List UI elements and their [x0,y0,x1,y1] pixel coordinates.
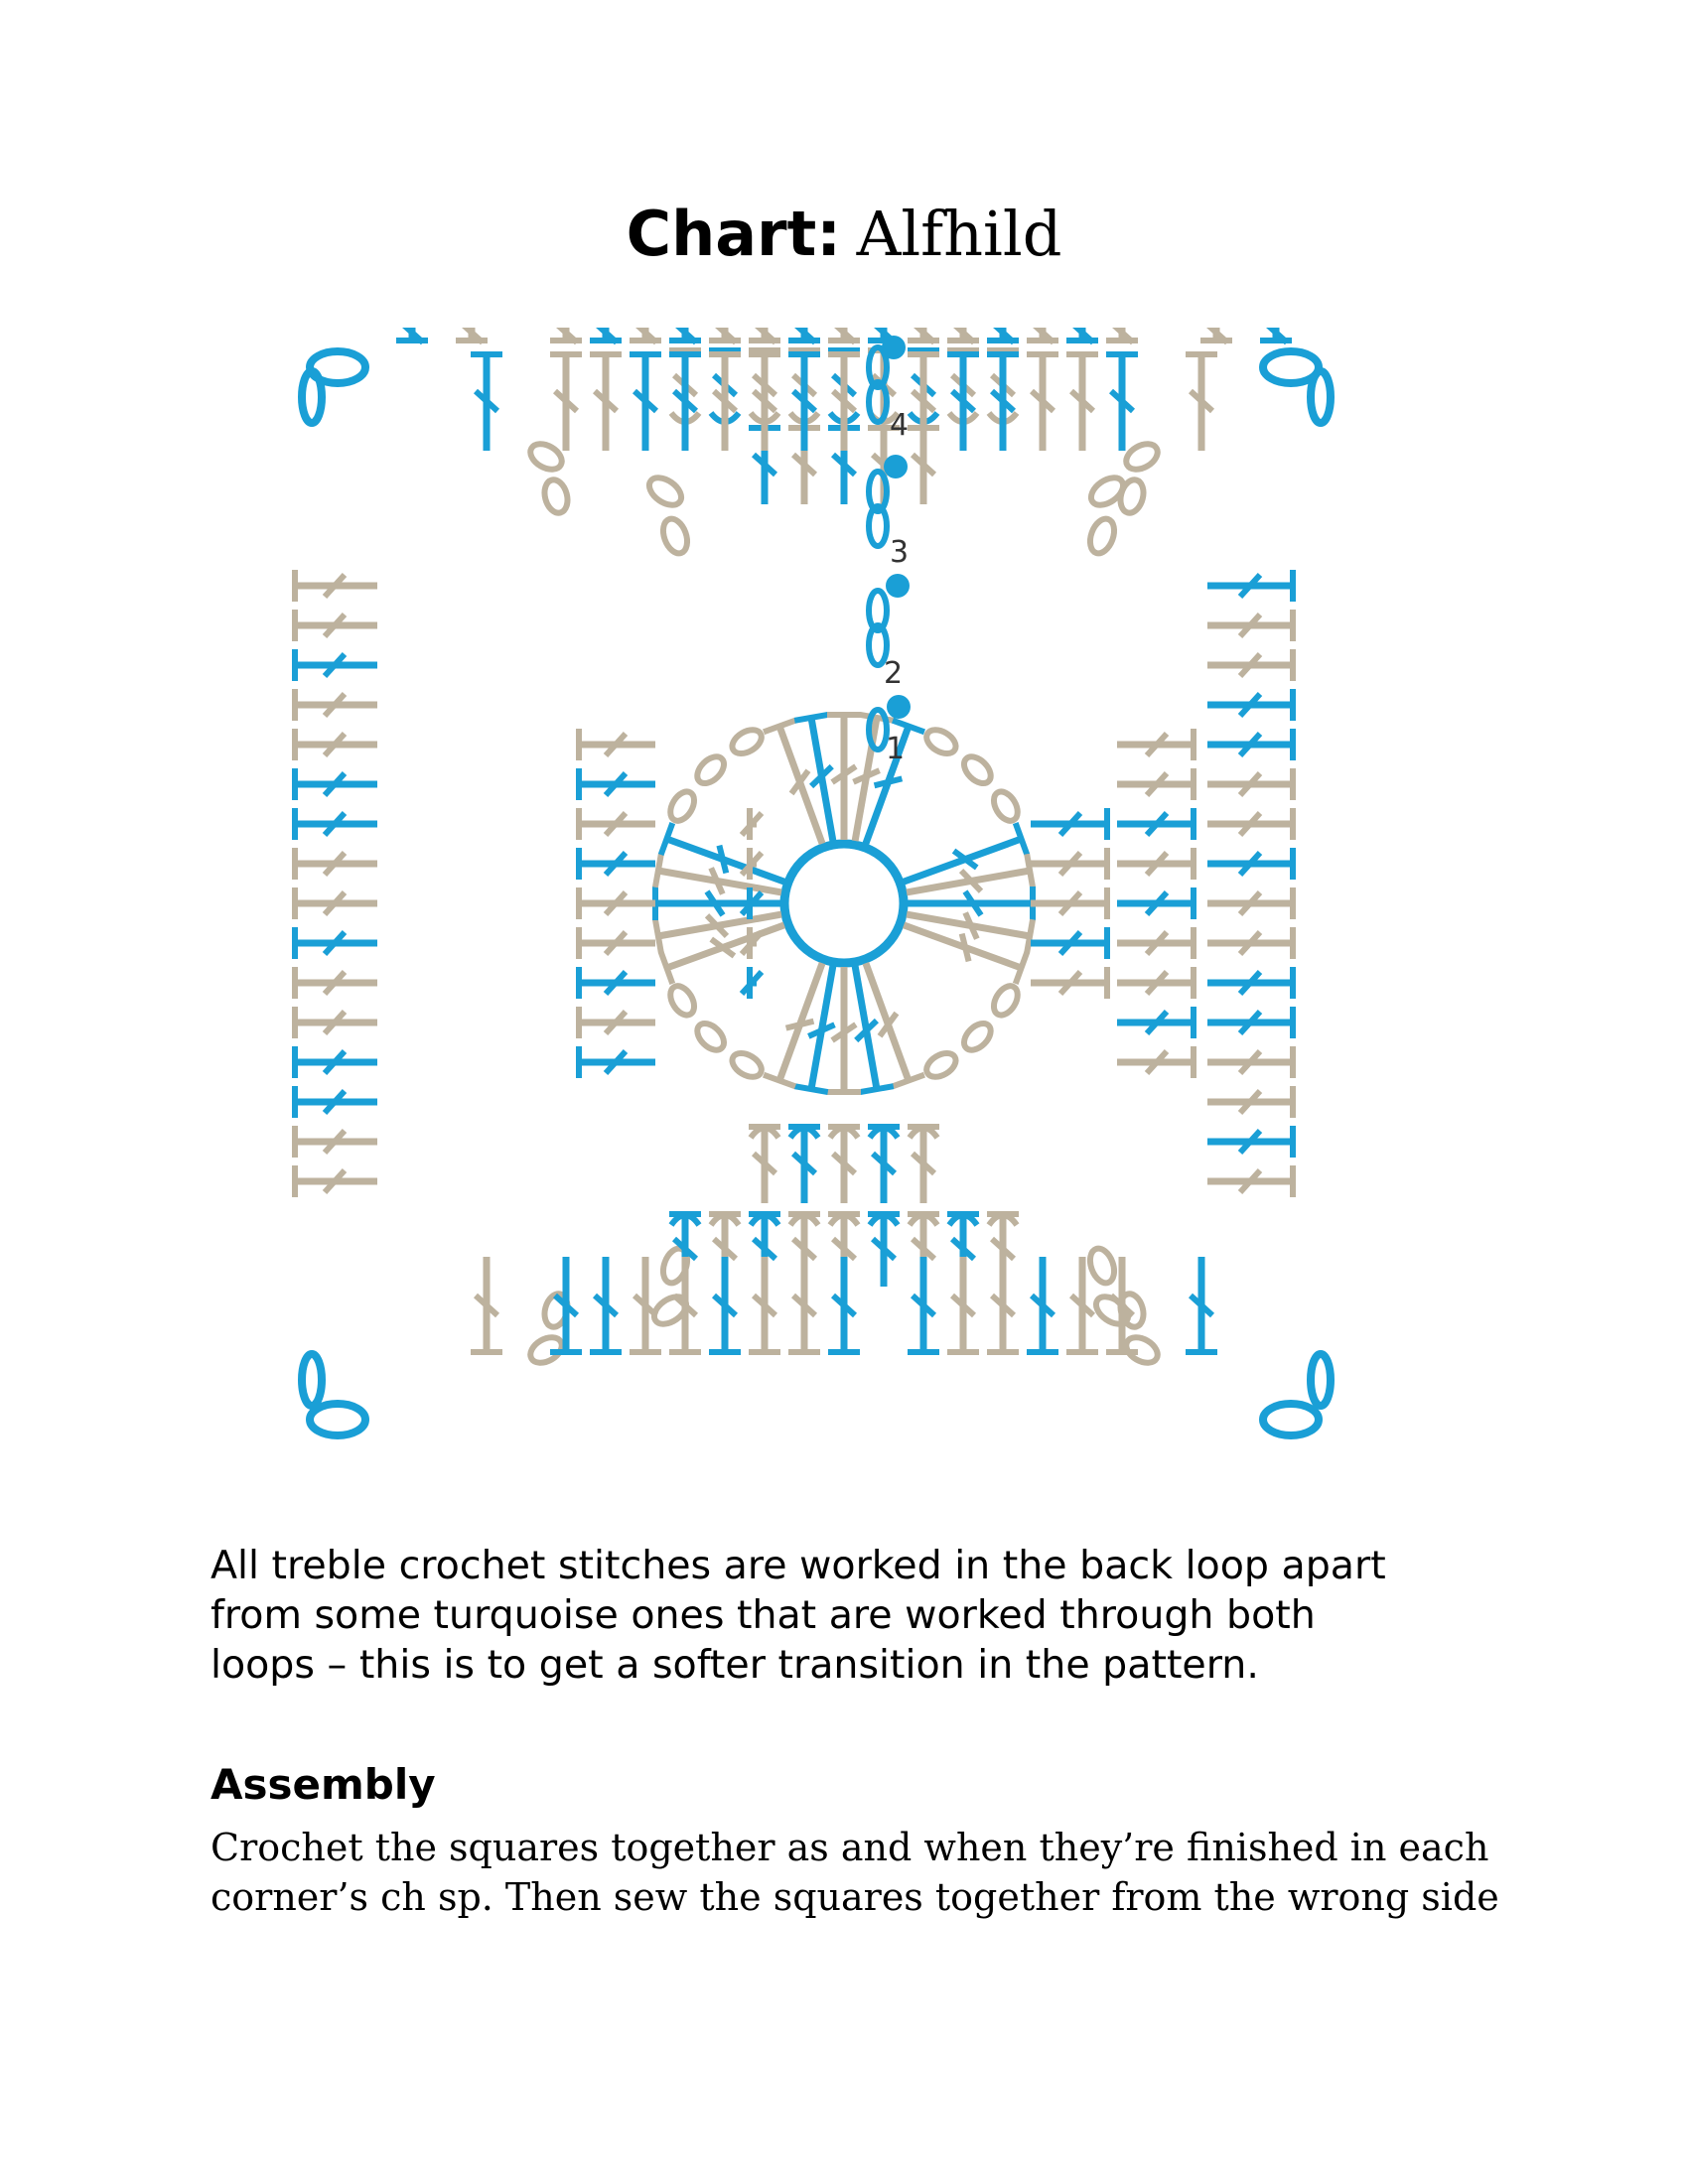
corner-chain [1311,1354,1331,1406]
chart-marks [292,328,1331,1435]
round-label-3: 3 [890,535,910,570]
chain-stitch [989,982,1023,1020]
slip-stitch-dot [886,574,910,598]
chain-stitch [728,1048,766,1082]
chain-stitch [989,787,1023,825]
chain-stitch [659,515,692,556]
chain-stitch [959,751,996,788]
assembly-heading: Assembly [211,1760,436,1809]
chain-stitch [728,725,766,758]
title-label: Chart: [626,198,842,270]
assembly-line-1: Crochet the squares together as and when they’re finished in each [211,1826,1489,1869]
stitch-line [1027,854,1033,887]
chain-stitch [644,473,686,511]
corner-chain [1263,1404,1319,1435]
chain-stitch [692,1019,729,1055]
chain-stitch [959,1019,996,1055]
assembly-text [211,1823,1501,1922]
crochet-chart [278,328,1410,1479]
note-line-1: All treble crochet stitches are worked in the back loop apart [211,1543,1386,1588]
chain-stitch [1086,515,1119,556]
round-label-1: 1 [886,732,906,766]
chain-stitch [665,787,699,825]
corner-chain [1311,371,1331,423]
stitch-line [794,715,827,721]
assembly-line-2: corner’s ch sp. Then sew the squares together from the wrong side [211,1875,1499,1919]
chain-stitch [922,1048,960,1082]
slip-stitch-dot [884,455,908,478]
stitch-line [875,778,903,785]
corner-chain [310,1404,365,1435]
note-line-2: from some turquoise ones that are worked through both [211,1592,1316,1638]
round-label-4: 4 [890,408,910,443]
stitch-line [719,846,726,874]
slip-stitch-dot [887,695,911,719]
chain-stitch [1122,439,1162,475]
chart-title [0,195,1688,275]
note-line-3: loops – this is to get a softer transition in the pattern. [211,1642,1259,1688]
stitch-line [962,934,969,962]
chain-stitch [692,751,729,788]
stitch-line [794,1086,827,1092]
stitch-line [655,919,661,952]
magic-ring [784,844,904,963]
title-name: Alfhild [856,198,1062,270]
chain-stitch [541,478,571,516]
chain-stitch [922,725,960,758]
stitch-line [786,1022,814,1028]
chain-stitch [665,982,699,1020]
corner-chain [302,1354,322,1406]
round-label-2: 2 [884,656,904,691]
chain-stitch [526,439,566,475]
stitch-line [860,1086,893,1092]
chain-stitch [1086,1245,1119,1286]
stitch-line [1027,919,1033,952]
stitch-line [655,854,661,887]
stitch-note [211,1541,1501,1690]
